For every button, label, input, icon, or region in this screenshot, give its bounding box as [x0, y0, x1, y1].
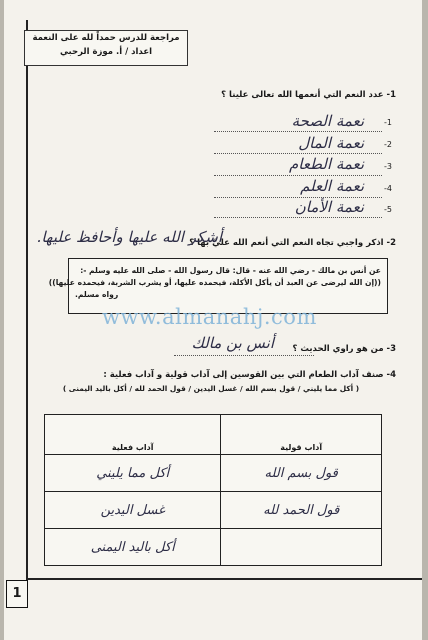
header-practical-etiquette: آداب فعلية: [45, 415, 221, 455]
answer-line: [214, 130, 382, 132]
question-4: 4- صنف آداب الطعام التي بين القوسين إلى آداب قولية و آداب فعلية :: [103, 370, 396, 380]
author-line: اعداد / أ. موزة الرحبي: [59, 47, 153, 57]
answer-number: 3-: [384, 162, 392, 171]
hadith-source: رواه مسلم.: [75, 290, 119, 299]
watermark: www.almanahj.com: [102, 305, 317, 329]
answer-number: 1-: [384, 118, 392, 127]
answer-text: نعمة الأمان: [294, 198, 364, 216]
hadith-line: عن أنس بن مالك - رضي الله عنه - قال: قال رسول الله - صلى الله عليه وسلم -:: [80, 266, 381, 275]
table-cell: قول بسم الله: [221, 455, 382, 492]
table-cell: أكل باليد اليمنى: [45, 529, 221, 566]
question-1: 1- عدد النعم التي أنعمها الله تعالى علينا ؟: [221, 90, 396, 100]
title-line: مراجعة للدرس حمداً لله على النعمة: [32, 33, 180, 43]
frame-bottom-border: [26, 578, 422, 580]
answer-text: نعمة المال: [298, 134, 364, 152]
answer-text: نعمة العلم: [300, 177, 364, 195]
table-cell: غسل اليدين: [45, 492, 221, 529]
frame-left-border: [26, 20, 28, 580]
answer-line: [214, 174, 382, 176]
question-3: 3- من هو راوي الحديث ؟: [292, 344, 396, 354]
answer-number: 2-: [384, 140, 392, 149]
answer-text: أنس بن مالك: [191, 334, 274, 352]
answer-text: نعمة الطعام: [288, 155, 364, 173]
answer-line: [214, 216, 382, 218]
header-verbal-etiquette: آداب قولية: [221, 415, 382, 455]
options-list: ( أكل مما يليني / قول بسم الله / غسل اليدين / قول الحمد لله / أكل باليد اليمنى ): [62, 384, 360, 393]
worksheet-page: [4, 0, 422, 640]
table-row: [45, 455, 382, 492]
question-2: 2- اذكر واجبي تجاه النعم التي أنعم الله عليَّ بها ؟: [189, 238, 396, 248]
hadith-line: ((إن الله ليرضى عن العبد أن يأكل الأكلة، فيحمده عليها، أو يشرب الشربة، فيحمده عليها)): [48, 278, 381, 287]
answer-text: نعمة الصحة: [291, 112, 364, 130]
answer-text: أشكر الله عليها وأحافظ عليها.: [36, 228, 222, 246]
classification-table: [44, 414, 382, 566]
answer-line: [214, 152, 382, 154]
title-box: [24, 30, 188, 66]
table-cell: أكل مما يليني: [45, 455, 221, 492]
table-row: [45, 492, 382, 529]
page-number: 1: [6, 580, 28, 608]
answer-number: 4-: [384, 184, 392, 193]
table-header-row: [45, 415, 382, 455]
table-cell: قول الحمد لله: [221, 492, 382, 529]
answer-line: [174, 354, 314, 356]
table-row: [45, 529, 382, 566]
table-cell: [221, 529, 382, 566]
answer-number: 5-: [384, 205, 392, 214]
